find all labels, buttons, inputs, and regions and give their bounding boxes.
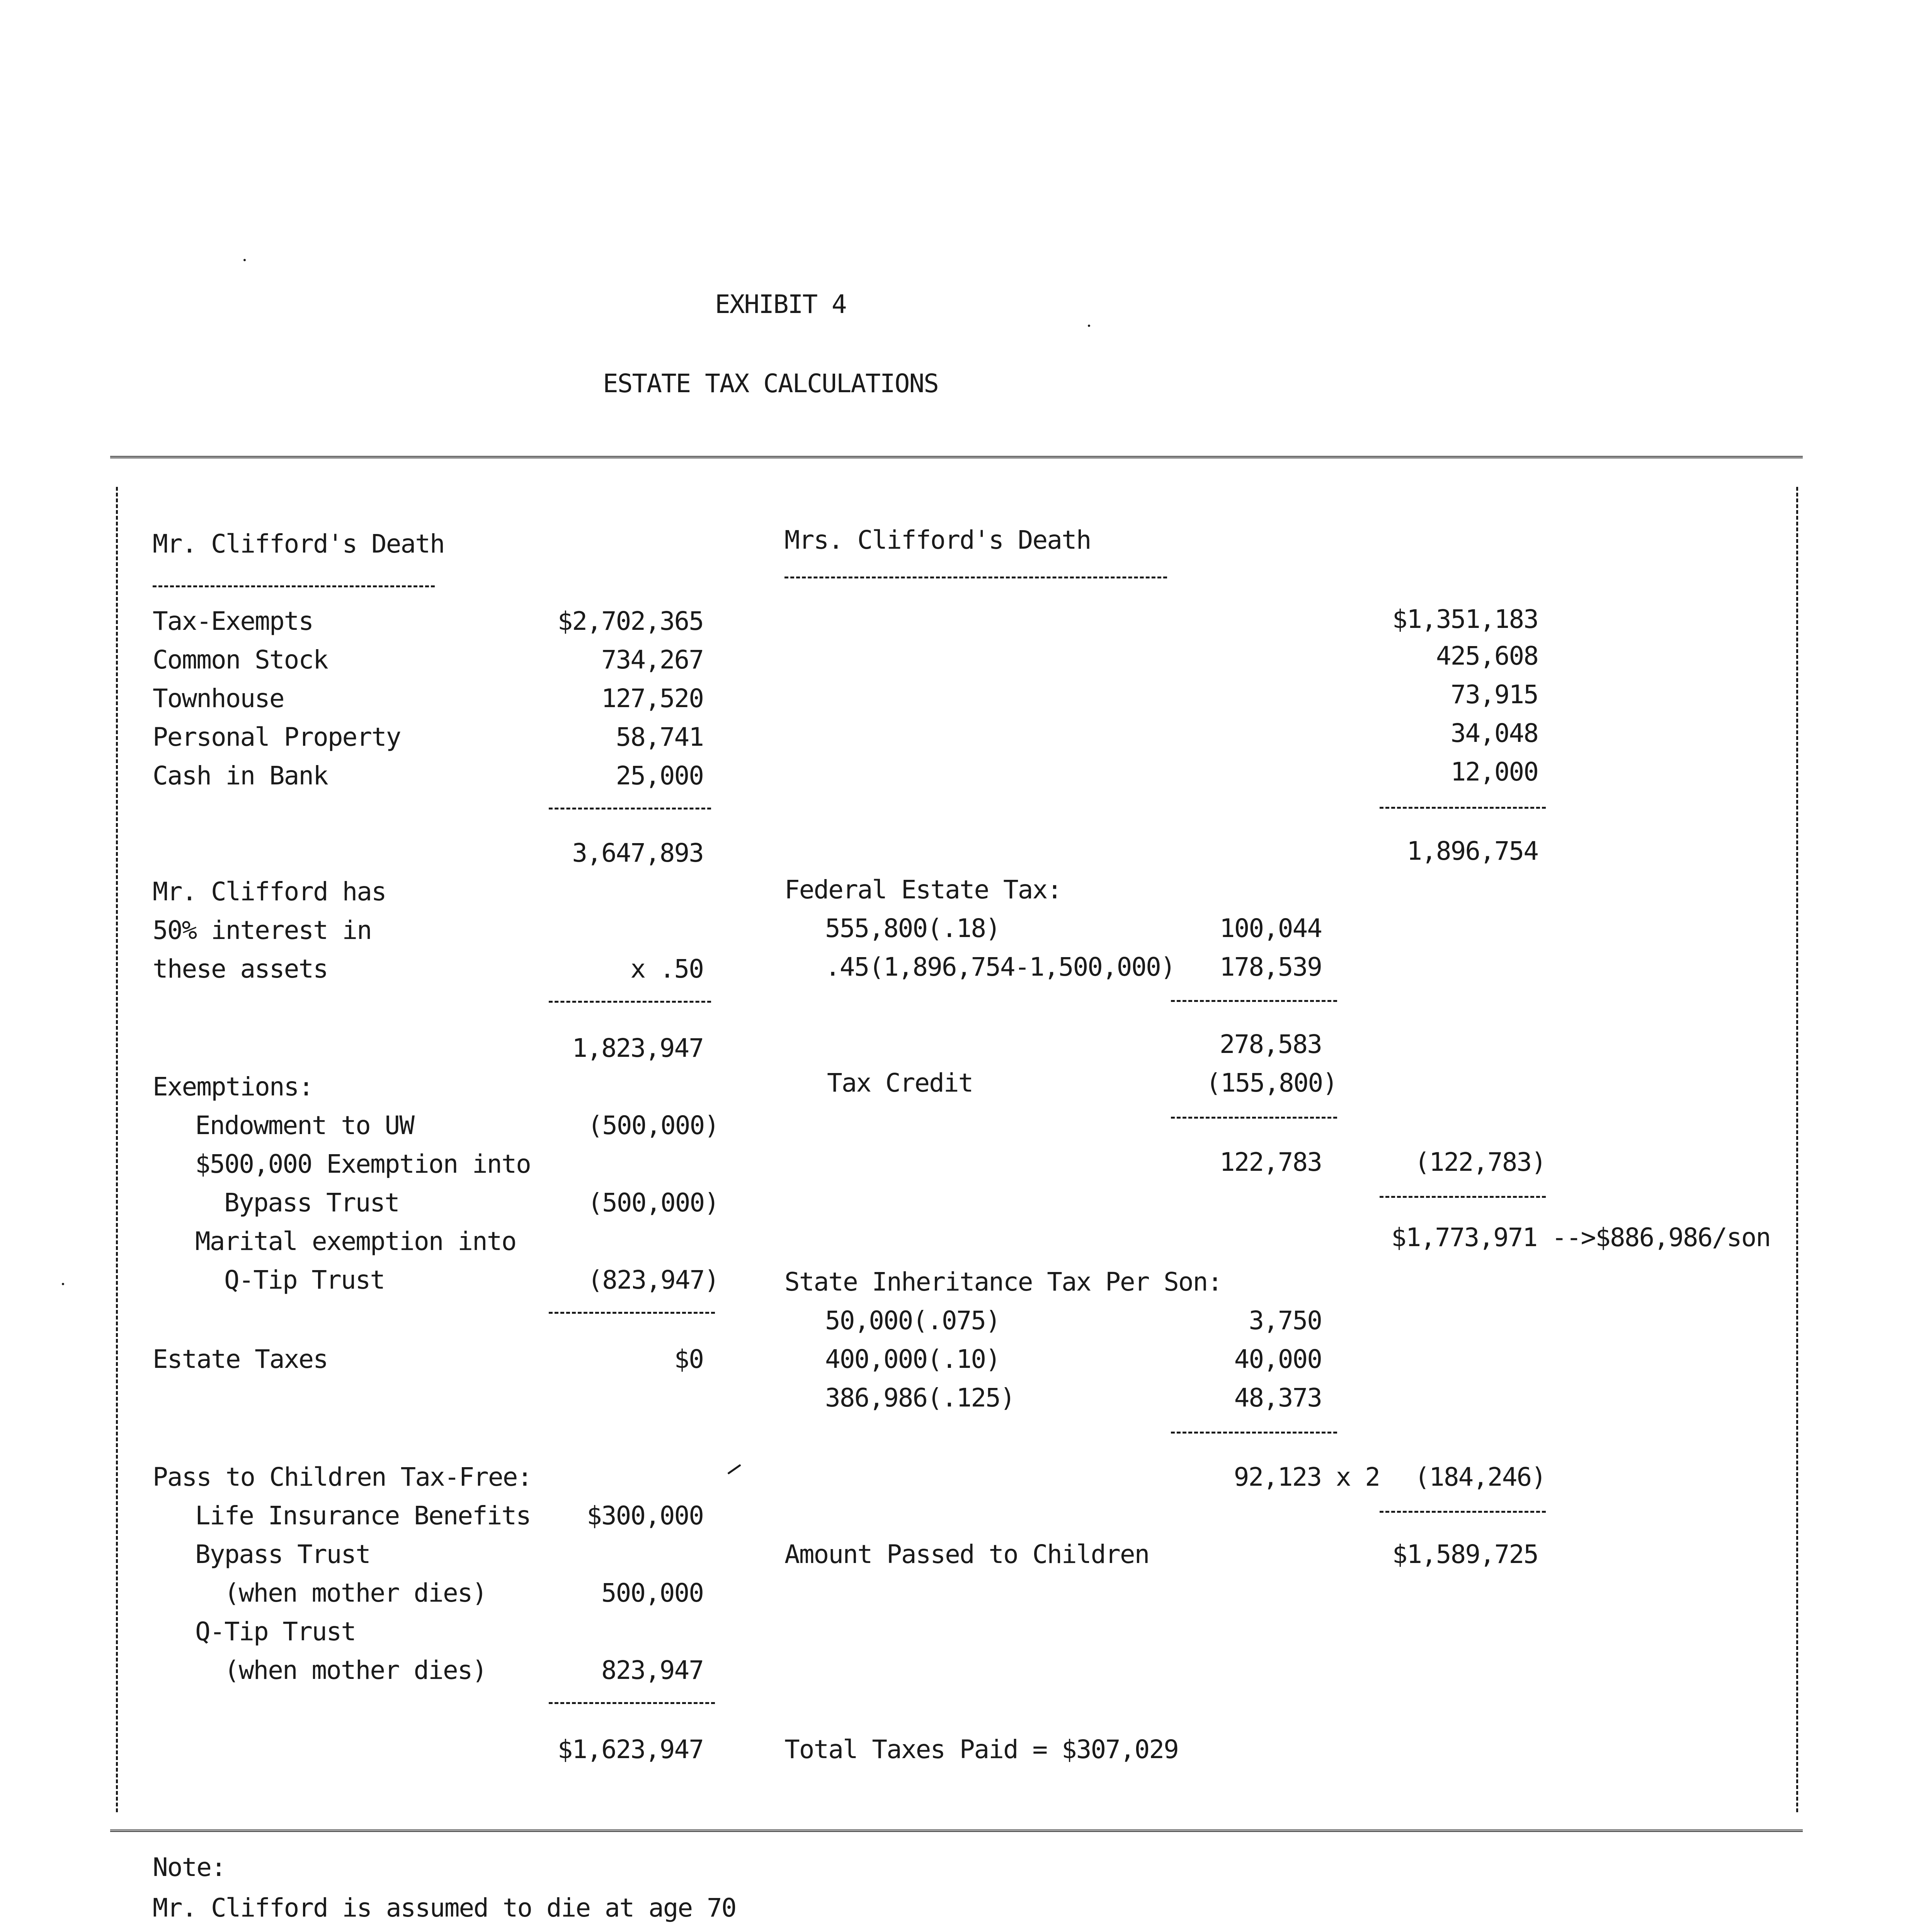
right-border bbox=[1796, 487, 1798, 1812]
mr-heading: Mr. Clifford's Death bbox=[153, 529, 444, 559]
mrs-state-sum: 92,123 x 2 bbox=[1234, 1462, 1380, 1492]
mr-assets-sum-line bbox=[549, 808, 711, 810]
mr-asset-label: Common Stock bbox=[153, 645, 328, 675]
note-heading: Note: bbox=[153, 1852, 226, 1882]
mr-exemption-label: Q-Tip Trust bbox=[224, 1265, 385, 1295]
mr-exemption-label: Bypass Trust bbox=[224, 1188, 399, 1218]
mr-interest-line: Mr. Clifford has bbox=[153, 877, 386, 906]
mrs-state-label: State Inheritance Tax Per Son: bbox=[784, 1267, 1222, 1297]
mr-pass-item-value: $300,000 bbox=[587, 1501, 703, 1531]
mrs-federal-label: Federal Estate Tax: bbox=[784, 875, 1062, 905]
mr-interest-factor: x .50 bbox=[630, 954, 703, 984]
mrs-state-total: (184,246) bbox=[1414, 1462, 1546, 1492]
mr-interest-line: 50% interest in bbox=[153, 915, 372, 945]
total-taxes-paid: Total Taxes Paid = $307,029 bbox=[784, 1735, 1178, 1764]
mrs-state-deduct-line bbox=[1380, 1511, 1546, 1513]
mr-exemptions-label: Exemptions: bbox=[153, 1072, 313, 1102]
mr-pass-item-label: Life Insurance Benefits bbox=[195, 1501, 531, 1531]
mrs-assets-sum-line bbox=[1380, 807, 1546, 809]
mr-subtotal: 3,647,893 bbox=[572, 838, 703, 868]
exhibit-subtitle: ESTATE TAX CALCULATIONS bbox=[603, 369, 938, 398]
mr-half-total: 1,823,947 bbox=[572, 1033, 703, 1063]
exhibit-title: EXHIBIT 4 bbox=[715, 289, 846, 319]
mr-exemption-value: (500,000) bbox=[587, 1111, 719, 1140]
mr-exemption-label: Marital exemption into bbox=[195, 1226, 516, 1256]
scan-speck bbox=[62, 1283, 64, 1285]
mr-pass-item-value: 500,000 bbox=[601, 1578, 703, 1608]
mr-exemptions-sum-line bbox=[549, 1312, 715, 1314]
mr-pass-item-label: (when mother dies) bbox=[224, 1655, 487, 1685]
left-border bbox=[116, 487, 118, 1812]
mr-exemption-label: Endowment to UW bbox=[195, 1111, 414, 1140]
mrs-state-row-label: 386,986(.125) bbox=[825, 1383, 1015, 1413]
mr-asset-value: $2,702,365 bbox=[557, 606, 703, 636]
mr-pass-total: $1,623,947 bbox=[557, 1735, 703, 1764]
scan-speck bbox=[1088, 325, 1090, 327]
scan-speck bbox=[243, 259, 246, 261]
mr-asset-label: Personal Property bbox=[153, 722, 401, 752]
mrs-tax-credit-label: Tax Credit bbox=[827, 1068, 973, 1098]
mrs-state-row-value: 40,000 bbox=[1234, 1344, 1322, 1374]
mrs-subtotal: 1,896,754 bbox=[1407, 836, 1538, 866]
mrs-after-federal: $1,773,971 -->$886,986/son bbox=[1391, 1223, 1771, 1252]
mr-asset-value: 25,000 bbox=[616, 761, 703, 791]
mr-pass-label: Pass to Children Tax-Free: bbox=[153, 1462, 532, 1492]
mr-exemption-label: $500,000 Exemption into bbox=[195, 1149, 531, 1179]
mr-heading-underline bbox=[153, 585, 435, 587]
mr-asset-value: 127,520 bbox=[601, 684, 703, 713]
mr-interest-line: these assets bbox=[153, 954, 328, 984]
mrs-federal-row-value: 100,044 bbox=[1219, 913, 1322, 943]
note-line: Mr. Clifford is assumed to die at age 70 bbox=[153, 1893, 736, 1923]
mrs-asset-value: 425,608 bbox=[1436, 641, 1538, 671]
mr-asset-value: 734,267 bbox=[601, 645, 703, 675]
mr-pass-item-label: (when mother dies) bbox=[224, 1578, 487, 1608]
mr-pass-sum-line bbox=[549, 1702, 715, 1704]
scan-mark bbox=[727, 1464, 741, 1475]
mr-estate-taxes-value: $0 bbox=[674, 1344, 703, 1374]
bottom-rule bbox=[110, 1830, 1803, 1835]
mr-pass-item-value: 823,947 bbox=[601, 1655, 703, 1685]
mrs-asset-value: $1,351,183 bbox=[1392, 604, 1538, 634]
mrs-federal-row-value: 178,539 bbox=[1219, 952, 1322, 982]
top-rule bbox=[110, 456, 1803, 461]
mr-asset-value: 58,741 bbox=[616, 722, 703, 752]
mrs-federal-net-deducted: (122,783) bbox=[1414, 1147, 1546, 1177]
mr-estate-taxes-label: Estate Taxes bbox=[153, 1344, 328, 1374]
mrs-passed-value: $1,589,725 bbox=[1392, 1539, 1538, 1569]
mrs-federal-sum: 278,583 bbox=[1219, 1029, 1322, 1059]
mrs-tax-credit-sum-line bbox=[1171, 1117, 1337, 1119]
mrs-state-row-label: 50,000(.075) bbox=[825, 1306, 1000, 1335]
mrs-passed-label: Amount Passed to Children bbox=[784, 1539, 1149, 1569]
mr-asset-label: Townhouse bbox=[153, 684, 284, 713]
mrs-federal-row-label: .45(1,896,754-1,500,000) bbox=[825, 952, 1175, 982]
mr-pass-item-label: Q-Tip Trust bbox=[195, 1617, 356, 1646]
mrs-state-row-value: 3,750 bbox=[1249, 1306, 1322, 1335]
mr-asset-label: Cash in Bank bbox=[153, 761, 328, 791]
mr-exemption-value: (823,947) bbox=[587, 1265, 719, 1295]
mr-asset-label: Tax-Exempts bbox=[153, 606, 313, 636]
mr-interest-sum-line bbox=[549, 1001, 711, 1003]
mr-pass-item-label: Bypass Trust bbox=[195, 1539, 370, 1569]
mrs-heading-underline bbox=[784, 577, 1167, 578]
mrs-federal-deduct-line bbox=[1380, 1196, 1546, 1198]
mrs-federal-row-label: 555,800(.18) bbox=[825, 913, 1000, 943]
mrs-asset-value: 73,915 bbox=[1450, 680, 1538, 709]
mrs-state-row-label: 400,000(.10) bbox=[825, 1344, 1000, 1374]
mrs-asset-value: 34,048 bbox=[1450, 718, 1538, 748]
mrs-asset-value: 12,000 bbox=[1450, 757, 1538, 787]
mrs-heading: Mrs. Clifford's Death bbox=[784, 525, 1091, 555]
mr-exemption-value: (500,000) bbox=[587, 1188, 719, 1218]
mrs-federal-net: 122,783 bbox=[1219, 1147, 1322, 1177]
mrs-tax-credit-value: (155,800) bbox=[1206, 1068, 1337, 1098]
mrs-state-sum-line bbox=[1171, 1432, 1337, 1434]
mrs-federal-sum-line bbox=[1171, 1000, 1337, 1002]
mrs-state-row-value: 48,373 bbox=[1234, 1383, 1322, 1413]
